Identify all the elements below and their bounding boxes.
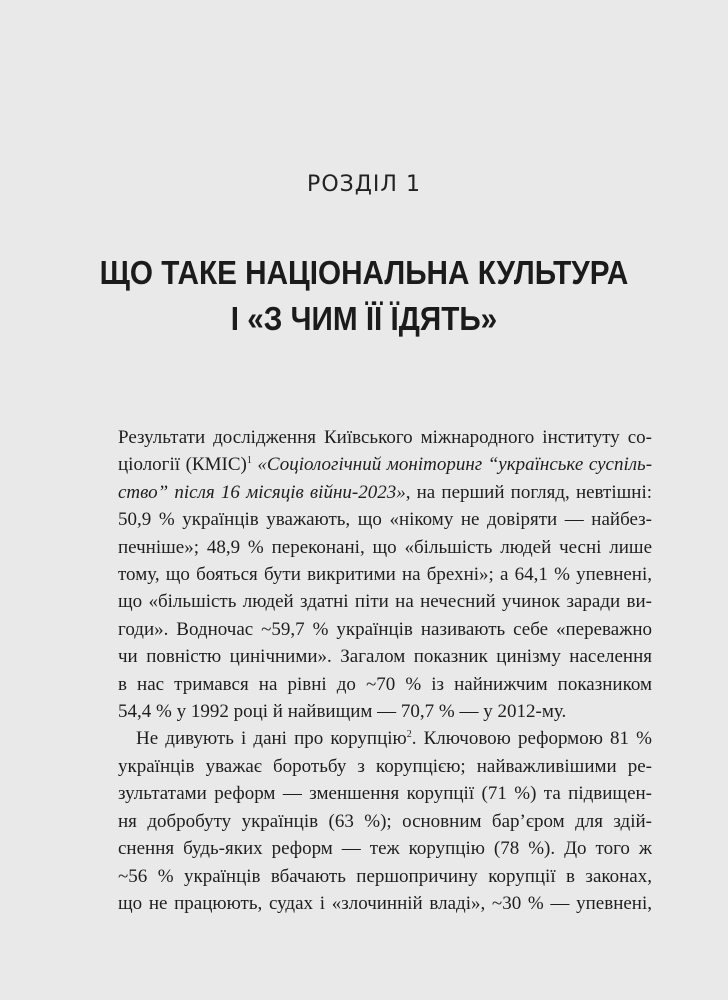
section-label: РОЗДІЛ 1 xyxy=(307,172,421,197)
text-line: українців уважає боротьбу з корупцією; найважливішими ре- xyxy=(118,755,652,777)
text-line xyxy=(118,451,652,478)
text-line xyxy=(118,725,652,752)
text-line: 50,9 % українців уважають, що «нікому не довіряти — найбез- xyxy=(118,509,652,531)
text-line: ~56 % українців вбачають першопричину корупції в законах, xyxy=(118,865,652,887)
text-line: печніше»; 48,9 % переконані, що «більшість людей чесні лише xyxy=(118,536,652,558)
text-line: в нас тримався на рівні до ~70 % із найнижчим показником xyxy=(118,673,652,695)
body-text xyxy=(118,424,652,917)
text-line: що не працюють, судах і «злочинній владі», ~30 % — упевнені, xyxy=(118,892,652,914)
chapter-title-line-2: І «З ЧИМ ЇЇ ЇДЯТЬ» xyxy=(230,300,498,337)
text-line: снення будь-яких реформ — теж корупцію (78 %). До того ж xyxy=(118,838,652,860)
text-run: . Ключовою реформою 81 % xyxy=(411,728,653,750)
footnote-ref-2[interactable]: 2 xyxy=(406,729,412,741)
text-line: що «більшість людей здатні піти на нечесний учинок заради ви- xyxy=(118,591,652,613)
text-line: Результати дослідження Київського міжнародного інституту со- xyxy=(118,427,652,448)
text-line: годи». Водночас ~59,7 % українців називають себе «переважно xyxy=(118,618,652,640)
chapter-title xyxy=(36,250,691,342)
text-run: ціології (КМІС) xyxy=(118,454,247,476)
footnote-ref-1[interactable]: 1 xyxy=(246,455,252,467)
text-line: тому, що бояться бути викритими на брехні»; а 64,1 % упевнені, xyxy=(118,564,652,586)
text-line: чи повністю цинічними». Загалом показник цинізму населення xyxy=(118,646,652,668)
chapter-title-line-1: ЩО ТАКЕ НАЦІОНАЛЬНА КУЛЬТУРА xyxy=(99,254,629,291)
italic-title: ство” після 16 місяців війни-2023» xyxy=(118,481,406,503)
text-run: Не дивують і дані про корупцію xyxy=(136,728,407,750)
text-line: 54,4 % у 1992 році й найвищим — 70,7 % — у 2012-му. xyxy=(118,701,567,723)
text-line: зультатами реформ — зменшення корупції (71 %) та підвищен- xyxy=(118,783,652,805)
text-line: ня добробуту українців (63 %); основним бар’єром для здій- xyxy=(118,810,652,832)
text-line xyxy=(118,479,652,506)
text-run: , на перший погляд, невтішні: xyxy=(405,481,652,503)
italic-title: «Соціологічний моніторинг “українське суспіль- xyxy=(257,454,653,476)
